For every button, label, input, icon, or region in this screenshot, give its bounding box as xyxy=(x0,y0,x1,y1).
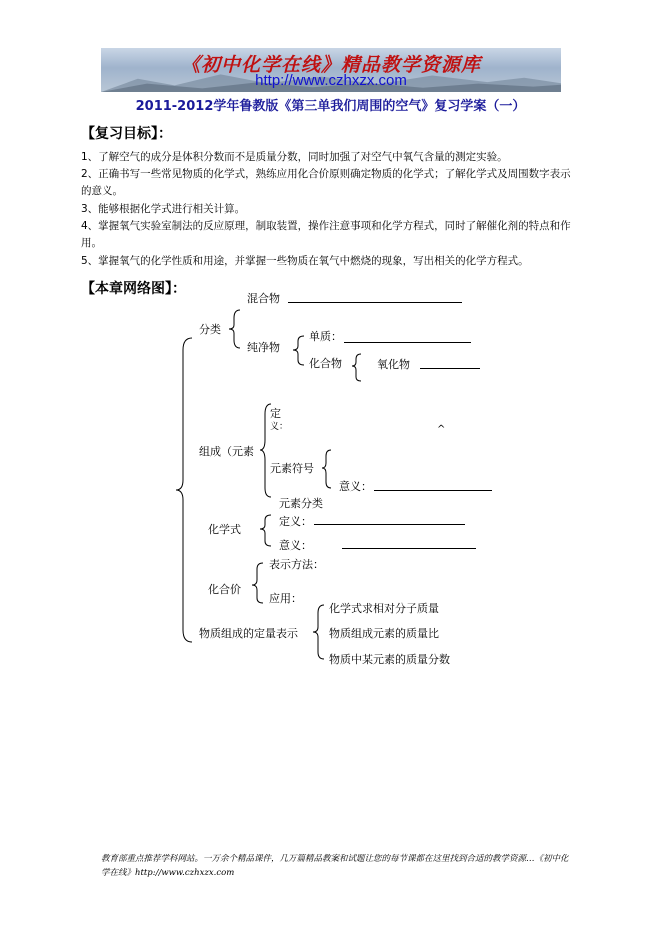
footer-note: 教育部重点推荐学科网站。一万余个精品课件，几万篇精品教案和试题让您的每节课都在这里找到合适的教学资源…《初中化学在线》http://www.czhxzx.com xyxy=(101,854,569,878)
mixture-blank xyxy=(288,302,462,303)
meaning-label: 意义： xyxy=(339,480,372,493)
element-symbol-brace xyxy=(322,450,331,488)
meaning-blank xyxy=(374,490,492,491)
compound-label: 化合物 xyxy=(309,357,342,370)
representation-label: 表示方法： xyxy=(269,558,324,571)
definition-label-a: 定 xyxy=(270,407,281,420)
quantitative-brace xyxy=(313,605,324,659)
definition-label-b: 义： xyxy=(270,422,289,432)
banner-title: 《初中化学在线》精品教学资源库 xyxy=(180,54,481,76)
mixture-label: 混合物 xyxy=(247,292,280,305)
calc-mass-fraction: 物质中某元素的质量分数 xyxy=(329,653,450,666)
element-substance-blank xyxy=(344,342,471,343)
main-brace xyxy=(176,338,192,642)
classification-brace xyxy=(229,310,240,348)
compound-brace xyxy=(352,354,361,381)
objective-3: 3、能够根据化学式进行相关计算。 xyxy=(81,203,246,215)
pure-brace xyxy=(293,336,304,365)
element-class-label: 元素分类 xyxy=(279,497,323,510)
quantitative-label: 物质组成的定量表示 xyxy=(199,627,298,640)
objective-4: 4、掌握氧气实验室制法的反应原理，制取装置，操作注意事项和化学方程式，同时了解催化剂的特点和作用。 xyxy=(81,220,571,249)
element-substance-label: 单质： xyxy=(309,330,342,343)
formula-definition-label: 定义： xyxy=(279,515,312,528)
formula-label: 化学式 xyxy=(208,523,241,536)
application-label: 应用： xyxy=(269,592,302,605)
document-title: 2011-2012学年鲁教版《第三单我们周围的空气》复习学案（一） xyxy=(135,99,526,114)
network-heading: 【本章网络图】： xyxy=(81,281,186,297)
formula-brace xyxy=(260,515,271,546)
classification-label: 分类 xyxy=(199,323,221,336)
objectives-heading: 【复习目标】： xyxy=(81,126,172,142)
objective-1: 1、了解空气的成分是体积分数而不是质量分数，同时加强了对空气中氧气含量的测定实验。 xyxy=(81,151,508,163)
oxide-label: 氧化物 xyxy=(377,358,410,371)
banner-url[interactable]: http://www.czhxzx.com xyxy=(255,72,407,89)
calc-molecular-mass: 化学式求相对分子质量 xyxy=(329,602,439,615)
oxide-blank xyxy=(420,368,480,369)
valence-brace xyxy=(252,563,263,603)
formula-meaning-label: 意义： xyxy=(279,539,312,552)
formula-definition-blank xyxy=(314,524,465,525)
pure-substance-label: 纯净物 xyxy=(247,341,280,354)
composition-label: 组成（元素 xyxy=(199,445,254,458)
valence-label: 化合价 xyxy=(208,583,241,596)
formula-meaning-blank xyxy=(342,548,476,549)
objective-5: 5、掌握氧气的化学性质和用途，并掌握一些物质在氧气中燃烧的现象，写出相关的化学方程式。 xyxy=(81,255,529,267)
calc-mass-ratio: 物质组成元素的质量比 xyxy=(329,627,439,640)
element-symbol-label: 元素符号 xyxy=(270,462,314,475)
objective-2: 2、正确书写一些常见物质的化学式，熟练应用化合价原则确定物质的化学式；了解化学式及周围数字表示的意义。 xyxy=(81,168,571,197)
caret-mark: ^ xyxy=(437,424,446,435)
